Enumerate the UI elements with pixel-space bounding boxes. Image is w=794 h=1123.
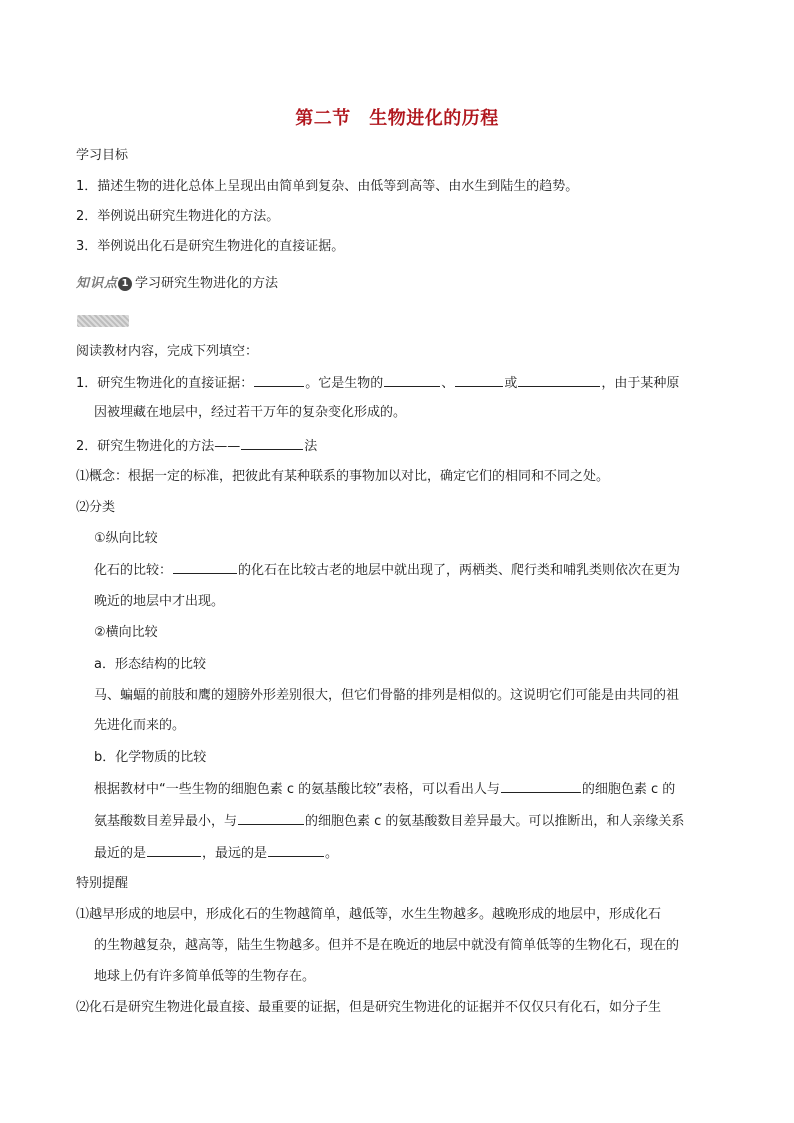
vertical-comparison-heading: ①纵向比较 — [94, 531, 158, 546]
concept-text: ⑴概念：根据一定的标准，把彼此有某种联系的事物加以对比，确定它们的相同和不同之处。 — [76, 469, 610, 484]
chemical-comparison-heading: b．化学物质的比较 — [94, 750, 207, 765]
objectives-heading: 学习目标 — [76, 148, 129, 163]
fill-blank[interactable] — [241, 436, 303, 450]
objective-item: 2．举例说出研究生物进化的方法。 — [76, 209, 280, 224]
chemical-comparison-line-2: 氨基酸数目差异最小，与 的细胞色素 c 的氨基酸数目差异最大。可以推断出，和人亲缘关系 — [94, 811, 684, 832]
number-circle-icon: 1 — [118, 277, 132, 291]
objective-item: 1．描述生物的进化总体上呈现出由简单到复杂、由低等到高等、由水生到陆生的趋势。 — [76, 179, 579, 194]
question-2: 2．研究生物进化的方法—— 法 — [76, 436, 317, 457]
reminder-para-1-line-3: 地球上仍有许多简单低等的生物存在。 — [94, 969, 316, 984]
question-1-line-2: 因被埋藏在地层中，经过若干万年的复杂变化形成的。 — [94, 405, 407, 420]
chemical-comparison-line-3: 最近的是 ，最远的是 。 — [94, 843, 338, 864]
form-structure-text-2: 先进化而来的。 — [94, 718, 186, 733]
decorative-tag — [77, 315, 129, 327]
reminder-para-1-line-1: ⑴越早形成的地层中，形成化石的生物越简单，越低等，水生生物越多。越晚形成的地层中，形成化石 — [76, 907, 662, 922]
reminder-para-2-line-1: ⑵化石是研究生物进化最直接、最重要的证据，但是研究生物进化的证据并不仅仅只有化石，如分子生 — [76, 1000, 662, 1015]
fossil-comparison-line-2: 晚近的地层中才出现。 — [94, 594, 225, 609]
form-structure-heading: a．形态结构的比较 — [94, 657, 206, 672]
knowledge-point-header — [76, 274, 278, 294]
fill-blank[interactable] — [173, 560, 237, 574]
fill-blank[interactable] — [384, 373, 440, 387]
reading-intro: 阅读教材内容，完成下列填空： — [76, 344, 259, 359]
chemical-comparison-line-1: 根据教材中“一些生物的细胞色素 c 的氨基酸比较”表格，可以看出人与 的细胞色素 c 的 — [94, 779, 675, 800]
fossil-comparison-line-1: 化石的比较： 的化石在比较古老的地层中就出现了，两栖类、爬行类和哺乳类则依次在更为 — [94, 560, 680, 581]
reminder-heading: 特别提醒 — [76, 876, 129, 891]
fill-blank[interactable] — [455, 373, 503, 387]
reminder-para-1-line-2: 的生物越复杂，越高等，陆生生物越多。但并不是在晚近的地层中就没有简单低等的生物化石，现在的 — [94, 938, 680, 953]
fill-blank[interactable] — [254, 373, 304, 387]
fill-blank[interactable] — [147, 843, 201, 857]
fill-blank[interactable] — [268, 843, 324, 857]
form-structure-text-1: 马、蝙蝠的前肢和鹰的翅膀外形差别很大，但它们骨骼的排列是相似的。这说明它们可能是由共同的祖 — [94, 688, 680, 703]
knowledge-point-label: 学习研究生物进化的方法 — [135, 276, 279, 291]
horizontal-comparison-heading: ②横向比较 — [94, 625, 158, 640]
fill-blank[interactable] — [501, 779, 581, 793]
objective-item: 3．举例说出化石是研究生物进化的直接证据。 — [76, 239, 345, 254]
fill-blank[interactable] — [518, 373, 600, 387]
classification-heading: ⑵分类 — [76, 500, 116, 515]
page-title: 第二节 生物进化的历程 — [295, 108, 499, 129]
fill-blank[interactable] — [238, 811, 304, 825]
knowledge-point-badge: 知识点 — [76, 276, 119, 291]
question-1-line-1: 1．研究生物进化的直接证据： 。它是生物的 、 或 ，由于某种原 — [76, 373, 679, 394]
